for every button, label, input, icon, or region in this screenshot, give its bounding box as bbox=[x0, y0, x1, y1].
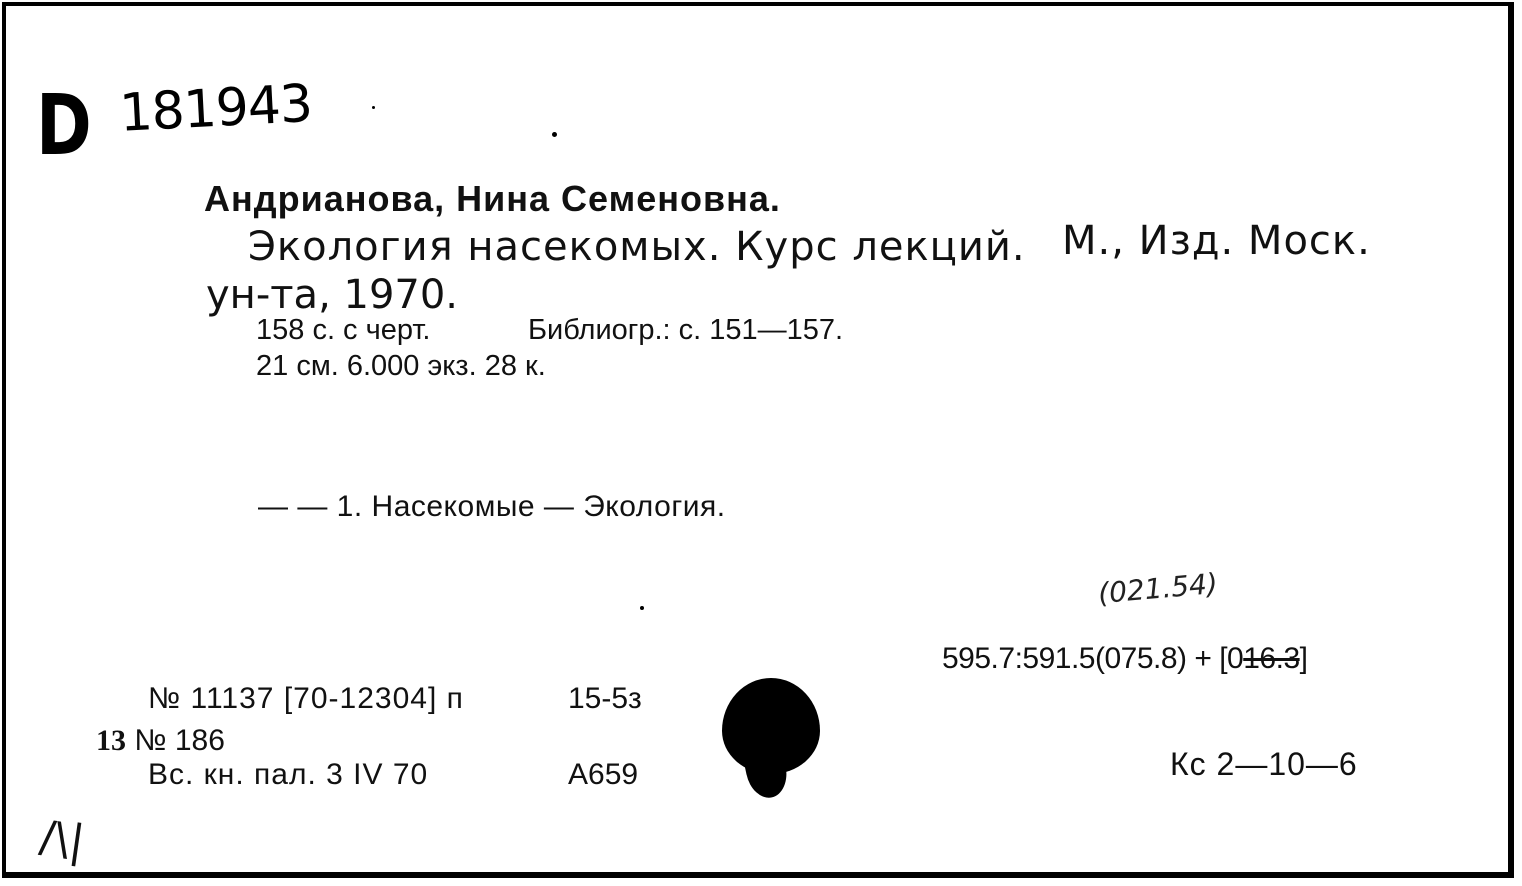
author-heading: Андрианова, Нина Семеновна. bbox=[204, 178, 781, 219]
control-number-line: № 11137 [70-12304] п bbox=[148, 682, 464, 715]
order-number: № 186 bbox=[134, 724, 225, 757]
book-title: Экология насекомых. Курс лекций. bbox=[248, 224, 1026, 270]
pages-note: 158 с. с черт. bbox=[256, 314, 431, 346]
shelf-code: Кс 2—10—6 bbox=[1170, 746, 1358, 782]
print-code: 15-5з bbox=[568, 682, 642, 715]
udc-struck: 16.3 bbox=[1243, 642, 1300, 675]
subject-tracing: — — 1. Насекомые — Экология. bbox=[258, 490, 726, 523]
udc-main: 595.7:591.5(075.8) + [0 bbox=[942, 642, 1244, 675]
book-chamber-line: Вс. кн. пал. 3 IV 70 bbox=[148, 758, 429, 791]
catalog-card bbox=[2, 2, 1514, 878]
inventory-letter: D bbox=[36, 76, 91, 174]
inventory-number: 181943 bbox=[118, 73, 314, 144]
publisher-year: ун-та, 1970. bbox=[206, 272, 459, 318]
order-prefix: 13 bbox=[96, 724, 126, 757]
order-number-line bbox=[96, 724, 225, 758]
udc-classification bbox=[942, 642, 1307, 676]
speck bbox=[640, 606, 644, 610]
speck bbox=[552, 132, 557, 137]
speck bbox=[372, 106, 375, 109]
bibliography-note: Библиогр.: с. 151—157. bbox=[528, 314, 844, 346]
print-code-2: А659 bbox=[568, 758, 639, 791]
udc-end: ] bbox=[1299, 642, 1308, 675]
handwritten-classification: (021.54) bbox=[1096, 566, 1220, 611]
handwritten-corner-mark: /\| bbox=[36, 811, 88, 868]
format-price-note: 21 см. 6.000 экз. 28 к. bbox=[256, 350, 546, 382]
publisher: М., Изд. Моск. bbox=[1062, 218, 1371, 264]
